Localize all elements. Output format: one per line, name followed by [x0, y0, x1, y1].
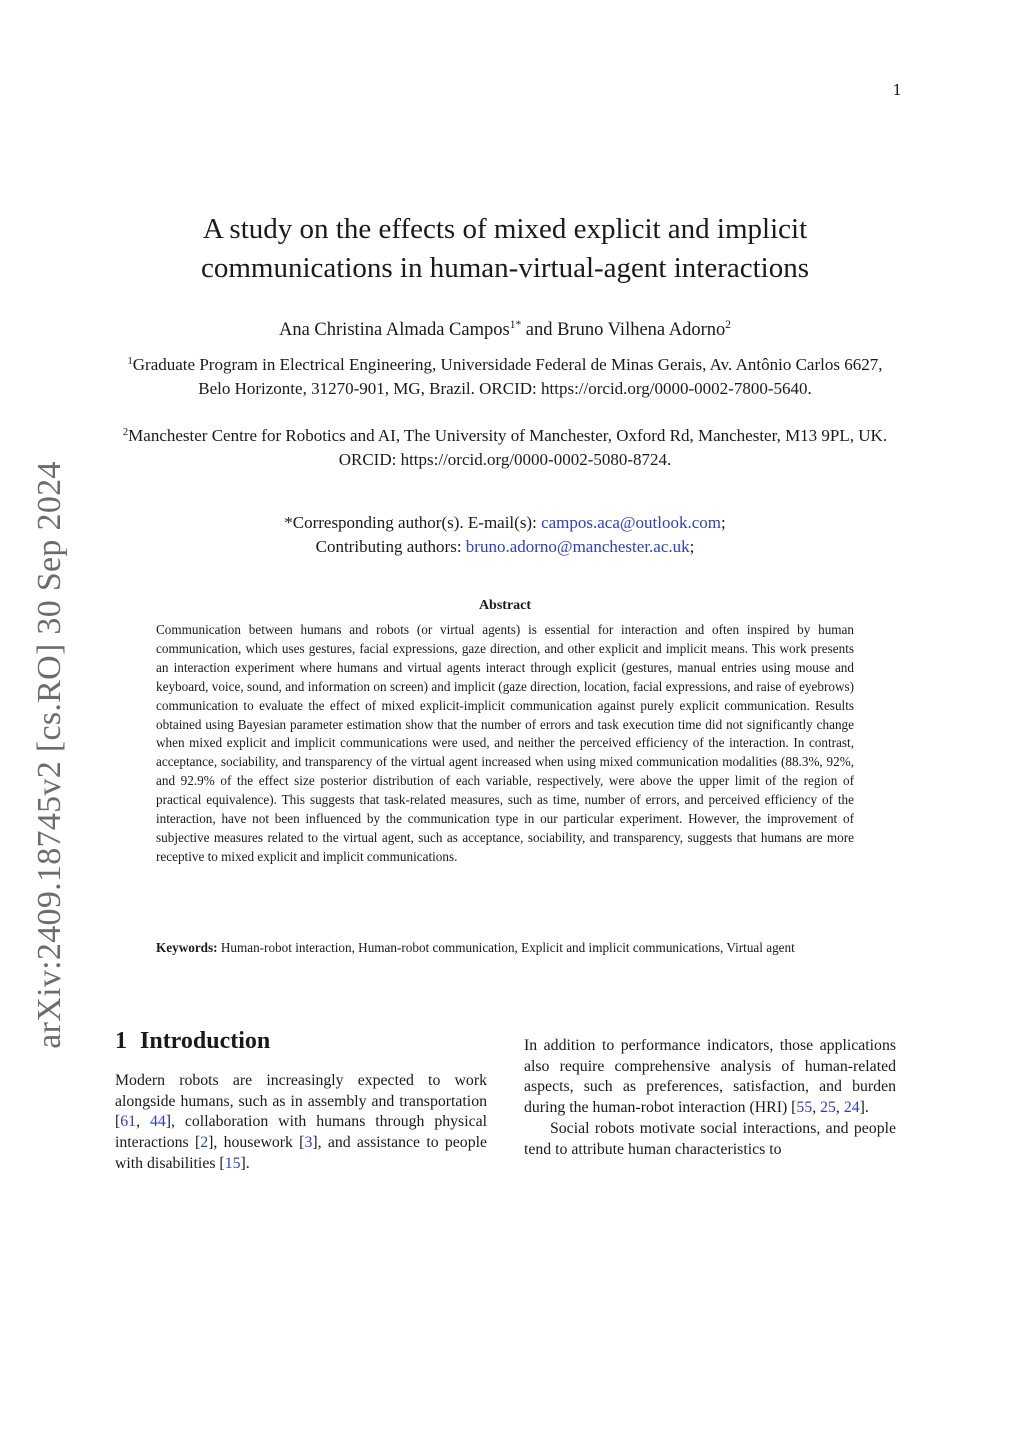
- intro-left-column: [115, 1071, 487, 1175]
- affiliation-marker: 1: [127, 355, 133, 367]
- citation-link[interactable]: 2: [200, 1134, 209, 1152]
- affiliation-1: [118, 353, 892, 400]
- affiliation-marker: 2: [122, 426, 129, 438]
- intro-paragraph: Social robots motivate social interactions, and people tend to attribute human characteristics to: [524, 1119, 896, 1158]
- paragraph-text: ], and assistance to people with disabilities [: [115, 1134, 487, 1172]
- title-line-1: A study on the effects of mixed explicit and implicit: [202, 213, 808, 245]
- title-line-2: communications in human-virtual-agent interactions: [200, 252, 810, 284]
- paragraph-text: ].: [859, 1099, 869, 1117]
- paragraph-text: ], collaboration with humans through physical interactions [: [115, 1113, 487, 1152]
- affiliation-2: [118, 424, 892, 471]
- author-list: [118, 318, 892, 342]
- paragraph-text: ,: [136, 1113, 150, 1131]
- intro-paragraph: [115, 1071, 487, 1175]
- contributing-label: Contributing authors:: [315, 536, 466, 556]
- separator: ;: [721, 513, 726, 532]
- author-conjunction: and: [521, 320, 558, 340]
- contact-info: [118, 511, 892, 558]
- paragraph-text: ,: [835, 1099, 844, 1117]
- citation-link[interactable]: 44: [149, 1113, 166, 1131]
- keywords-text: Human-robot interaction, Human-robot communication, Explicit and implicit communications, Virtual agent: [217, 940, 795, 955]
- keywords: [156, 939, 854, 957]
- section-heading-introduction: [115, 1028, 495, 1055]
- keywords-label: Keywords:: [156, 940, 218, 955]
- paper-title: [118, 210, 892, 288]
- corresponding-email-link[interactable]: campos.aca@outlook.com: [541, 513, 722, 532]
- paragraph-text: Modern robots are increasingly expected to work alongside humans, such as in assembly and transportation [: [115, 1072, 487, 1131]
- abstract-text: Communication between humans and robots (or virtual agents) is essential for interaction and often inspired by human communication, which uses gestures, facial expressions, gaze direction, and other explicit and implicit means. This work presents an interaction experiment where humans and virtual agents interact through explicit (gestures, manual entries using mouse and keyboard, voice, sound, and information on screen) and implicit (gaze direction, location, facial expressions, and raise of eyebrows) communication to evaluate the effect of mixed explicit-implicit communication against purely explicit communication. Results obtained using Bayesian parameter estimation show that the number of errors and task execution time did not significantly change when mixed explicit and implicit communications were used, and neither the perceived efficiency of the interaction. In contrast, acceptance, sociability, and transparency of the virtual agent increased when using mixed communication modalities (88.3%, 92%, and 92.9% of the effect size posterior distribution of each variable, respectively, were above the upper limit of the region of practical equivalence). This suggests that task-related measures, such as time, number of errors, and perceived efficiency of the interaction, have not been influenced by the communication type in our particular experiment. However, the improvement of subjective measures related to the virtual agent, such as acceptance, sociability, and transparency, suggests that humans are more receptive to mixed explicit and implicit communications.: [156, 622, 854, 864]
- separator: ;: [689, 536, 695, 556]
- contributing-email-link[interactable]: bruno.adorno@manchester.ac.uk: [465, 536, 690, 556]
- contributing-authors-line: [118, 535, 892, 559]
- arxiv-identifier-stamp[interactable]: arXiv:2409.18745v2 [cs.RO] 30 Sep 2024: [31, 461, 68, 1049]
- paragraph-text: In addition to performance indicators, those applications also require comprehensive analysis of human-related aspects, such as preferences, satisfaction, and burden during the human-robot interaction (HRI) [: [524, 1037, 896, 1117]
- section-number: 1: [115, 1028, 127, 1054]
- affiliation-text: Manchester Centre for Robotics and AI, The University of Manchester, Oxford Rd, Manchester, M13 9PL, UK. ORCID: https://orcid.org/0000-0002-5080-8724.: [128, 426, 888, 469]
- paragraph-text: ].: [240, 1154, 250, 1172]
- paragraph-text: ,: [812, 1099, 821, 1117]
- intro-paragraph: [524, 1036, 896, 1119]
- affiliation-text: Graduate Program in Electrical Engineering, Universidade Federal de Minas Gerais, Av. Antônio Carlos 6627, Belo Horizonte, 31270-901, MG, Brazil. ORCID: https://orcid.org/0000-0002-7800-5640.: [132, 355, 883, 398]
- author-name: Ana Christina Almada Campos: [278, 320, 510, 340]
- corresponding-author-line: [118, 511, 892, 535]
- corresponding-label: *Corresponding author(s). E-mail(s):: [284, 513, 542, 532]
- author-affiliation-marker: 1*: [509, 319, 522, 332]
- citation-link[interactable]: 61: [120, 1113, 137, 1131]
- citation-link[interactable]: 3: [304, 1134, 313, 1152]
- page-number: 1: [892, 81, 902, 99]
- citation-link[interactable]: 25: [820, 1099, 836, 1117]
- author-name: Bruno Vilhena Adorno: [557, 320, 726, 340]
- abstract-heading: Abstract: [478, 598, 532, 613]
- citation-link[interactable]: 24: [843, 1099, 860, 1117]
- citation-link[interactable]: 55: [796, 1099, 813, 1117]
- intro-right-column: [524, 1036, 896, 1160]
- citation-link[interactable]: 15: [224, 1154, 241, 1172]
- paragraph-text: ], housework [: [208, 1134, 305, 1152]
- section-title: Introduction: [140, 1028, 271, 1054]
- author-affiliation-marker: 2: [725, 319, 731, 332]
